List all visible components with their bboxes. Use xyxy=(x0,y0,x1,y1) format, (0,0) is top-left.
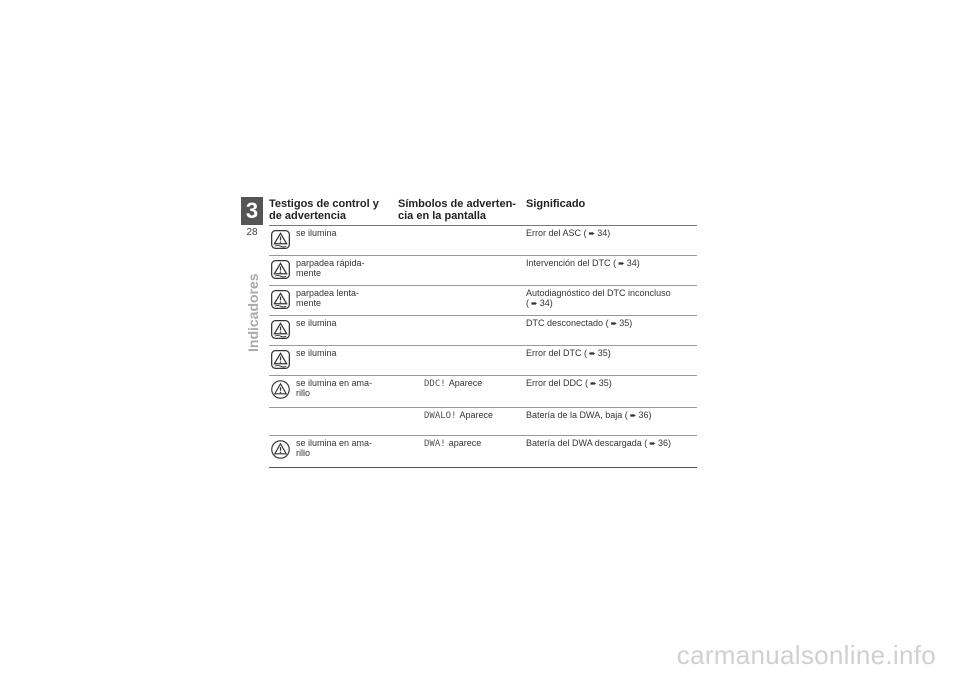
reference-page: 36 xyxy=(638,410,649,420)
reference-page: 35 xyxy=(598,378,609,388)
row-state: se ilumina en ama- rillo xyxy=(296,378,373,398)
row-meaning xyxy=(526,348,696,359)
display-symbol xyxy=(424,438,481,449)
watermark: carmanualsonline.info xyxy=(676,640,936,670)
row-meaning xyxy=(526,378,696,389)
row-meaning xyxy=(526,410,696,421)
traction-warning-icon xyxy=(271,260,290,279)
reference-page: 35 xyxy=(619,318,630,328)
reference-arrow-icon: ➨ xyxy=(610,319,618,328)
general-warning-icon xyxy=(271,440,290,459)
meaning-text: Error del DTC xyxy=(526,348,582,358)
row-meaning xyxy=(526,288,696,309)
traction-warning-icon xyxy=(271,290,290,309)
meaning-text: Error del ASC xyxy=(526,228,582,238)
reference-page: 34 xyxy=(626,258,637,268)
page-reference[interactable]: ( ➨ 34) xyxy=(613,258,640,268)
page-reference[interactable]: ( ➨ 34) xyxy=(526,298,553,308)
reference-page: 35 xyxy=(597,348,608,358)
table-row xyxy=(269,316,697,346)
page-number: 28 xyxy=(246,227,258,238)
reference-page: 36 xyxy=(657,438,668,448)
reference-arrow-icon: ➨ xyxy=(531,299,538,308)
display-code: DDC! xyxy=(424,379,446,389)
reference-page: 34 xyxy=(539,298,550,308)
meaning-text: Error del DDC xyxy=(526,378,583,388)
page-reference[interactable]: ( ➨ 35) xyxy=(584,348,611,358)
display-action: aparece xyxy=(448,438,482,448)
indicator-table xyxy=(269,198,697,468)
display-action: Aparece xyxy=(459,410,494,420)
row-state: se ilumina xyxy=(296,318,337,328)
reference-arrow-icon: ➨ xyxy=(629,411,637,420)
meaning-text: DTC desconectado xyxy=(526,318,604,328)
reference-arrow-icon: ➨ xyxy=(618,259,625,268)
page-reference[interactable]: ( ➨ 35) xyxy=(605,318,633,328)
table-row xyxy=(269,436,697,468)
row-meaning xyxy=(526,228,696,239)
table-header xyxy=(269,198,697,226)
row-state: parpadea lenta- mente xyxy=(296,288,360,308)
table-row xyxy=(269,346,697,376)
display-code: DWALO! xyxy=(424,411,457,421)
row-meaning xyxy=(526,438,696,449)
row-meaning xyxy=(526,318,696,329)
reference-arrow-icon: ➨ xyxy=(589,349,596,358)
meaning-text: Batería del DWA descargada xyxy=(526,438,642,448)
row-state: se ilumina en ama- rillo xyxy=(296,438,373,458)
chapter-number: 3 xyxy=(241,197,263,225)
display-symbol xyxy=(424,378,482,389)
row-state: se ilumina xyxy=(296,228,337,238)
header-display-symbols: Símbolos de adverten- cia en la pantalla xyxy=(398,198,516,222)
reference-arrow-icon: ➨ xyxy=(588,229,596,238)
reference-arrow-icon: ➨ xyxy=(590,379,597,388)
table-row xyxy=(269,408,697,436)
display-action: Aparece xyxy=(448,378,483,388)
table-row xyxy=(269,226,697,256)
display-code: DWA! xyxy=(424,439,446,449)
row-state: se ilumina xyxy=(296,348,337,358)
table-row xyxy=(269,286,697,316)
header-meaning: Significado xyxy=(526,198,586,210)
traction-warning-icon xyxy=(271,320,290,339)
page-reference[interactable]: ( ➨ 36) xyxy=(624,410,652,420)
traction-warning-icon xyxy=(271,350,290,369)
reference-page: 34 xyxy=(597,228,608,238)
meaning-text: Intervención del DTC xyxy=(526,258,611,268)
traction-warning-icon xyxy=(271,230,290,249)
page-reference[interactable]: ( ➨ 35) xyxy=(585,378,612,388)
row-meaning xyxy=(526,258,696,269)
table-row xyxy=(269,376,697,408)
row-state: parpadea rápida- mente xyxy=(296,258,365,278)
general-warning-icon xyxy=(271,380,290,399)
meaning-text: Autodiagnóstico del DTC inconcluso xyxy=(526,288,671,298)
page-reference[interactable]: ( ➨ 36) xyxy=(644,438,671,448)
meaning-text: Batería de la DWA, baja xyxy=(526,410,623,420)
header-warning-lights: Testigos de control y de advertencia xyxy=(269,198,379,222)
display-symbol xyxy=(424,410,493,421)
chapter-title: Indicadores xyxy=(245,273,261,352)
page-reference[interactable]: ( ➨ 34) xyxy=(583,228,611,238)
reference-arrow-icon: ➨ xyxy=(649,439,656,448)
table-row xyxy=(269,256,697,286)
